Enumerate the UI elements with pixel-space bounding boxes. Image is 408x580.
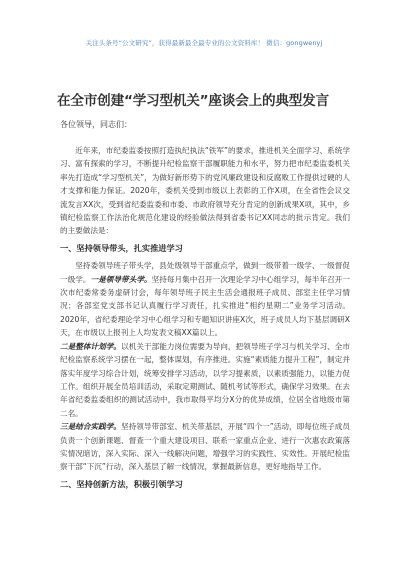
- promo-banner: 关注头条号“公文研究”，获得最新最全最专业的公文资料库！ 微信：gongwenyj: [85, 39, 323, 47]
- document-body: [60, 144, 350, 495]
- paragraph-lead-intro: 坚持委领导班子带头学，县处级领导干部重点学，做到一级带着一级学、一级督促一级学。: [60, 261, 350, 284]
- paragraph-practice-rest: 坚持领导带部室、机关带基层，开展“四个一”活动，即每位班子成员负责一个创新课题、督查一个重大建设项目、联系一家重点企业、进行一次惠农政策落实情况暗访，深入实际、深入一线解决问题，增强学习的实践性、实效性。开展纪检监察干部“下沉”行动，深入基层了解一线情况，掌握最新信息，更好地指导工作。: [60, 422, 350, 472]
- document-title: 在全市创建“学习型机关”座谈会上的典型发言: [57, 93, 329, 109]
- paragraph-practice-study: [60, 420, 350, 474]
- salutation: 各位领导，同志们：: [60, 120, 132, 129]
- intro-paragraph: 近年来，市纪委监委按照打造执纪执法“铁军”的要求，推进机关全面学习、系统学习、富有探索的学习，不断提升纪检监察干部履职能力和水平，努力把市纪委监委机关率先打造成“学习型机关”，为做好新形势下的党风廉政建设和反腐败工作提供过硬的人才支撑和能力保证。2020年，委机关受到市级以上表彰的工作X项，在全省性会议交流发言XX次，受到省纪委监委和市委、市政府领导充分肯定的创新成果X项，其中，乡镇纪检监察工作法治化规范化建设的经验做法得到省委书记XX同志的批示肯定。我们的主要做法是：: [60, 146, 350, 236]
- bold-phrase: 一是领导带头学。: [90, 274, 152, 284]
- paragraph-planned-rest: 以机关干部能力岗位需要为导向，把领导班子学习与机关学习、全市纪检监察系统学习摆在一起，整体谋划，有序推进。实施“素质能力提升工程”，制定并落实年度学习综合计划，统筹安排学习活动，以学习提素质，以素质强能力，以能力促工作。组织开展全员培训活动，采取定期测试、随机考试等形式，确保学习效果。在去年省纪委监委组织的测试活动中，我市取得平均分X分的优异成绩，位居全省地级市第二名。: [60, 341, 350, 418]
- paragraph-lead-rest: 坚持每月集中召开一次理论学习中心组学习，每半年召开一次市纪委常委务虚研讨会，每年领导班子民主生活会通报班子成员、部室主任学习情况；各部室党支部书记认真履行学习责任，扎实推进“相约星期二”业务学习活动。2020年，省纪委理论学习中心组学习和专题知识讲座X次，班子成员人均下基层调研X天，在市级以上报刊上人均发表文稿XX篇以上。: [60, 274, 350, 338]
- section-heading-1: 一、坚持领导带头，扎实推进学习: [60, 242, 183, 253]
- bold-phrase: 三是结合实践学。: [60, 422, 121, 432]
- paragraph-planned-study: [60, 340, 350, 420]
- section-heading-2: 二、坚持创新方法，积极引领学习: [60, 478, 183, 489]
- bold-phrase: 二是整体计划学。: [60, 341, 122, 351]
- paragraph-lead-study: [60, 259, 350, 339]
